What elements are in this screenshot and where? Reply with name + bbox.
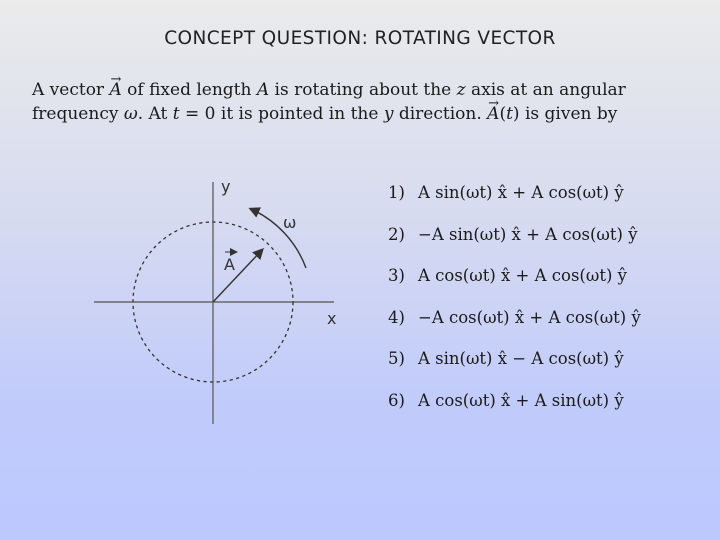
vector-A-arrow [213,250,262,302]
vector-A-symbol: → A [109,80,121,100]
intro-part: = 0 it is pointed in the [179,104,384,124]
omega-symbol: ω [123,104,138,124]
answer-expression: A sin(ωt) x̂ + A cos(ωt) ŷ [418,183,624,202]
vector-A-symbol: → A [487,104,499,124]
intro-part: is rotating about the [269,80,457,100]
z-symbol: z [456,80,466,100]
answer-option-1[interactable] [388,182,708,224]
answer-expression: A cos(ωt) x̂ + A cos(ωt) ŷ [418,266,627,286]
intro-part: ( [499,104,507,124]
answer-expression: −A cos(ωt) x̂ + A cos(ωt) ŷ [418,307,641,327]
answer-option-5[interactable] [388,348,708,390]
intro-part: ) is given by [512,104,618,124]
y-axis-label: y [221,177,231,196]
answer-number: 3) [388,266,405,286]
slide-title: CONCEPT QUESTION: ROTATING VECTOR [164,28,556,49]
answer-number: 4) [388,307,405,327]
vector-A-label: A [224,255,235,274]
intro-part: direction. [393,104,488,124]
t-symbol: t [506,104,513,124]
answer-option-3[interactable] [388,265,708,307]
answer-option-6[interactable] [388,390,708,432]
answer-number: 2) [388,224,405,244]
answer-expression: −A sin(ωt) x̂ + A cos(ωt) ŷ [418,224,638,244]
answer-list [388,182,708,432]
answer-number: 1) [388,183,405,202]
intro-part: A vector [32,80,110,100]
answer-option-4[interactable] [388,307,708,349]
length-A-symbol: A [256,80,270,100]
answer-option-2[interactable] [388,224,708,266]
rotation-diagram-svg [88,172,358,428]
answer-expression: A sin(ωt) x̂ − A cos(ωt) ŷ [418,349,624,369]
intro-part: of fixed length [121,80,257,100]
answer-expression: A cos(ωt) x̂ + A sin(ωt) ŷ [418,390,624,410]
omega-label: ω [283,213,297,232]
intro-part: axis at an angular frequency [32,80,626,124]
answer-number: 5) [388,349,405,369]
x-axis-label: x [327,309,337,328]
rotation-arrow [251,209,306,268]
y-symbol: y [383,104,394,124]
intro-part: . At [137,104,173,124]
rotation-diagram [88,172,358,428]
t-symbol: t [172,104,180,124]
answer-number: 6) [388,390,405,410]
question-text [32,78,692,126]
